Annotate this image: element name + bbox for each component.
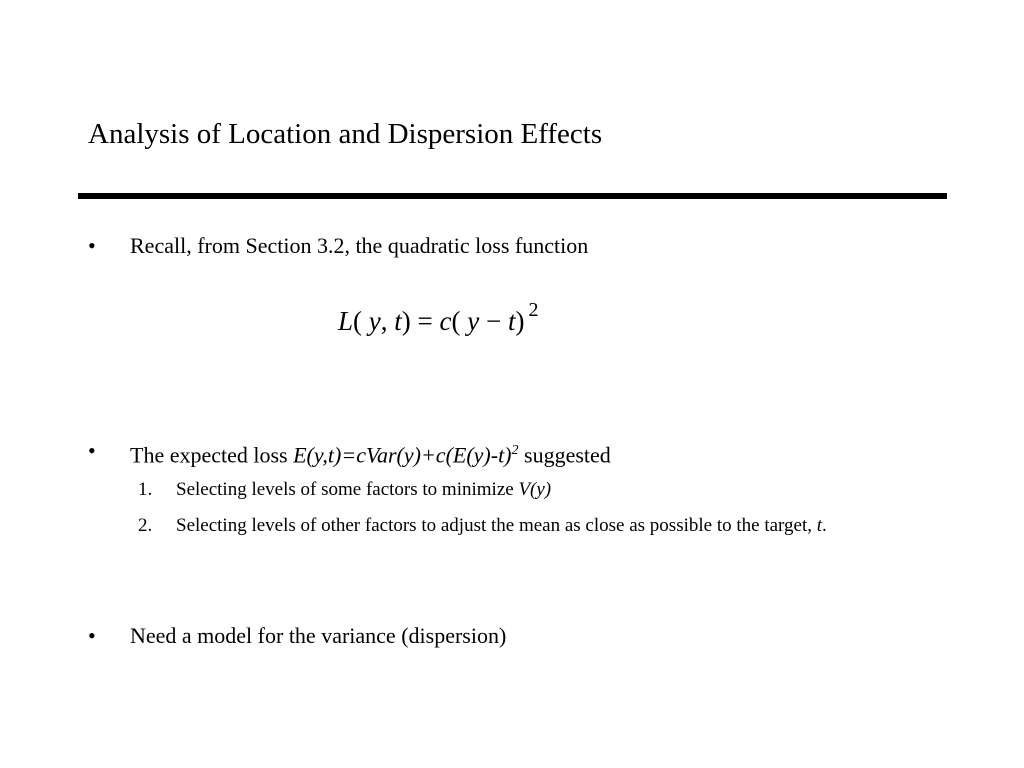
bullet-text-prefix: The expected loss (130, 442, 294, 468)
eq-rhs-y: y (467, 306, 480, 336)
title-divider (78, 193, 947, 199)
eq-lhs-open: ( (353, 306, 369, 336)
eq-rhs-close: ) (515, 306, 525, 336)
eq-lhs-comma: , (380, 306, 395, 336)
eq-rhs-t: t (507, 306, 516, 336)
item-text-main: Selecting levels of other factors to adjust the mean as close as possible to the target, (176, 515, 817, 536)
bullet-marker: • (88, 438, 96, 463)
eq-lhs-close: ) (401, 306, 411, 336)
item-number: 2. (138, 515, 153, 536)
slide-title: Analysis of Location and Dispersion Effects (88, 118, 603, 150)
eq-equals: = (410, 306, 440, 336)
bullet-text: Recall, from Section 3.2, the quadratic loss function (130, 233, 589, 258)
item-text-italic: t (816, 515, 823, 536)
bullet-marker: • (88, 233, 96, 258)
eq-rhs-c: c (439, 306, 452, 336)
eq-lhs-t: t (394, 306, 402, 336)
item-text-italic: V(y) (518, 479, 552, 500)
expected-loss-formula: E(y,t)=cVar(y)+c(E(y)-t) (293, 442, 512, 468)
bullet-text-suffix: suggested (518, 442, 611, 468)
item-number: 1. (138, 479, 153, 500)
item-text-tail: . (822, 515, 827, 536)
item-text (176, 474, 946, 505)
bullet-text (130, 437, 611, 469)
eq-lhs-function: L (338, 306, 354, 336)
eq-lhs-y: y (368, 306, 381, 336)
eq-rhs-minus: − (479, 306, 508, 336)
quadratic-loss-equation (338, 296, 538, 339)
eq-rhs-open: ( (451, 306, 468, 336)
bullet-text: Need a model for the variance (dispersion) (130, 623, 507, 648)
eq-exponent: 2 (528, 299, 539, 321)
item-text-main: Selecting levels of some factors to minimize (176, 479, 519, 500)
expected-loss-formula-exponent: 2 (511, 443, 519, 458)
bullet-marker: • (88, 623, 96, 648)
item-text (176, 510, 946, 541)
